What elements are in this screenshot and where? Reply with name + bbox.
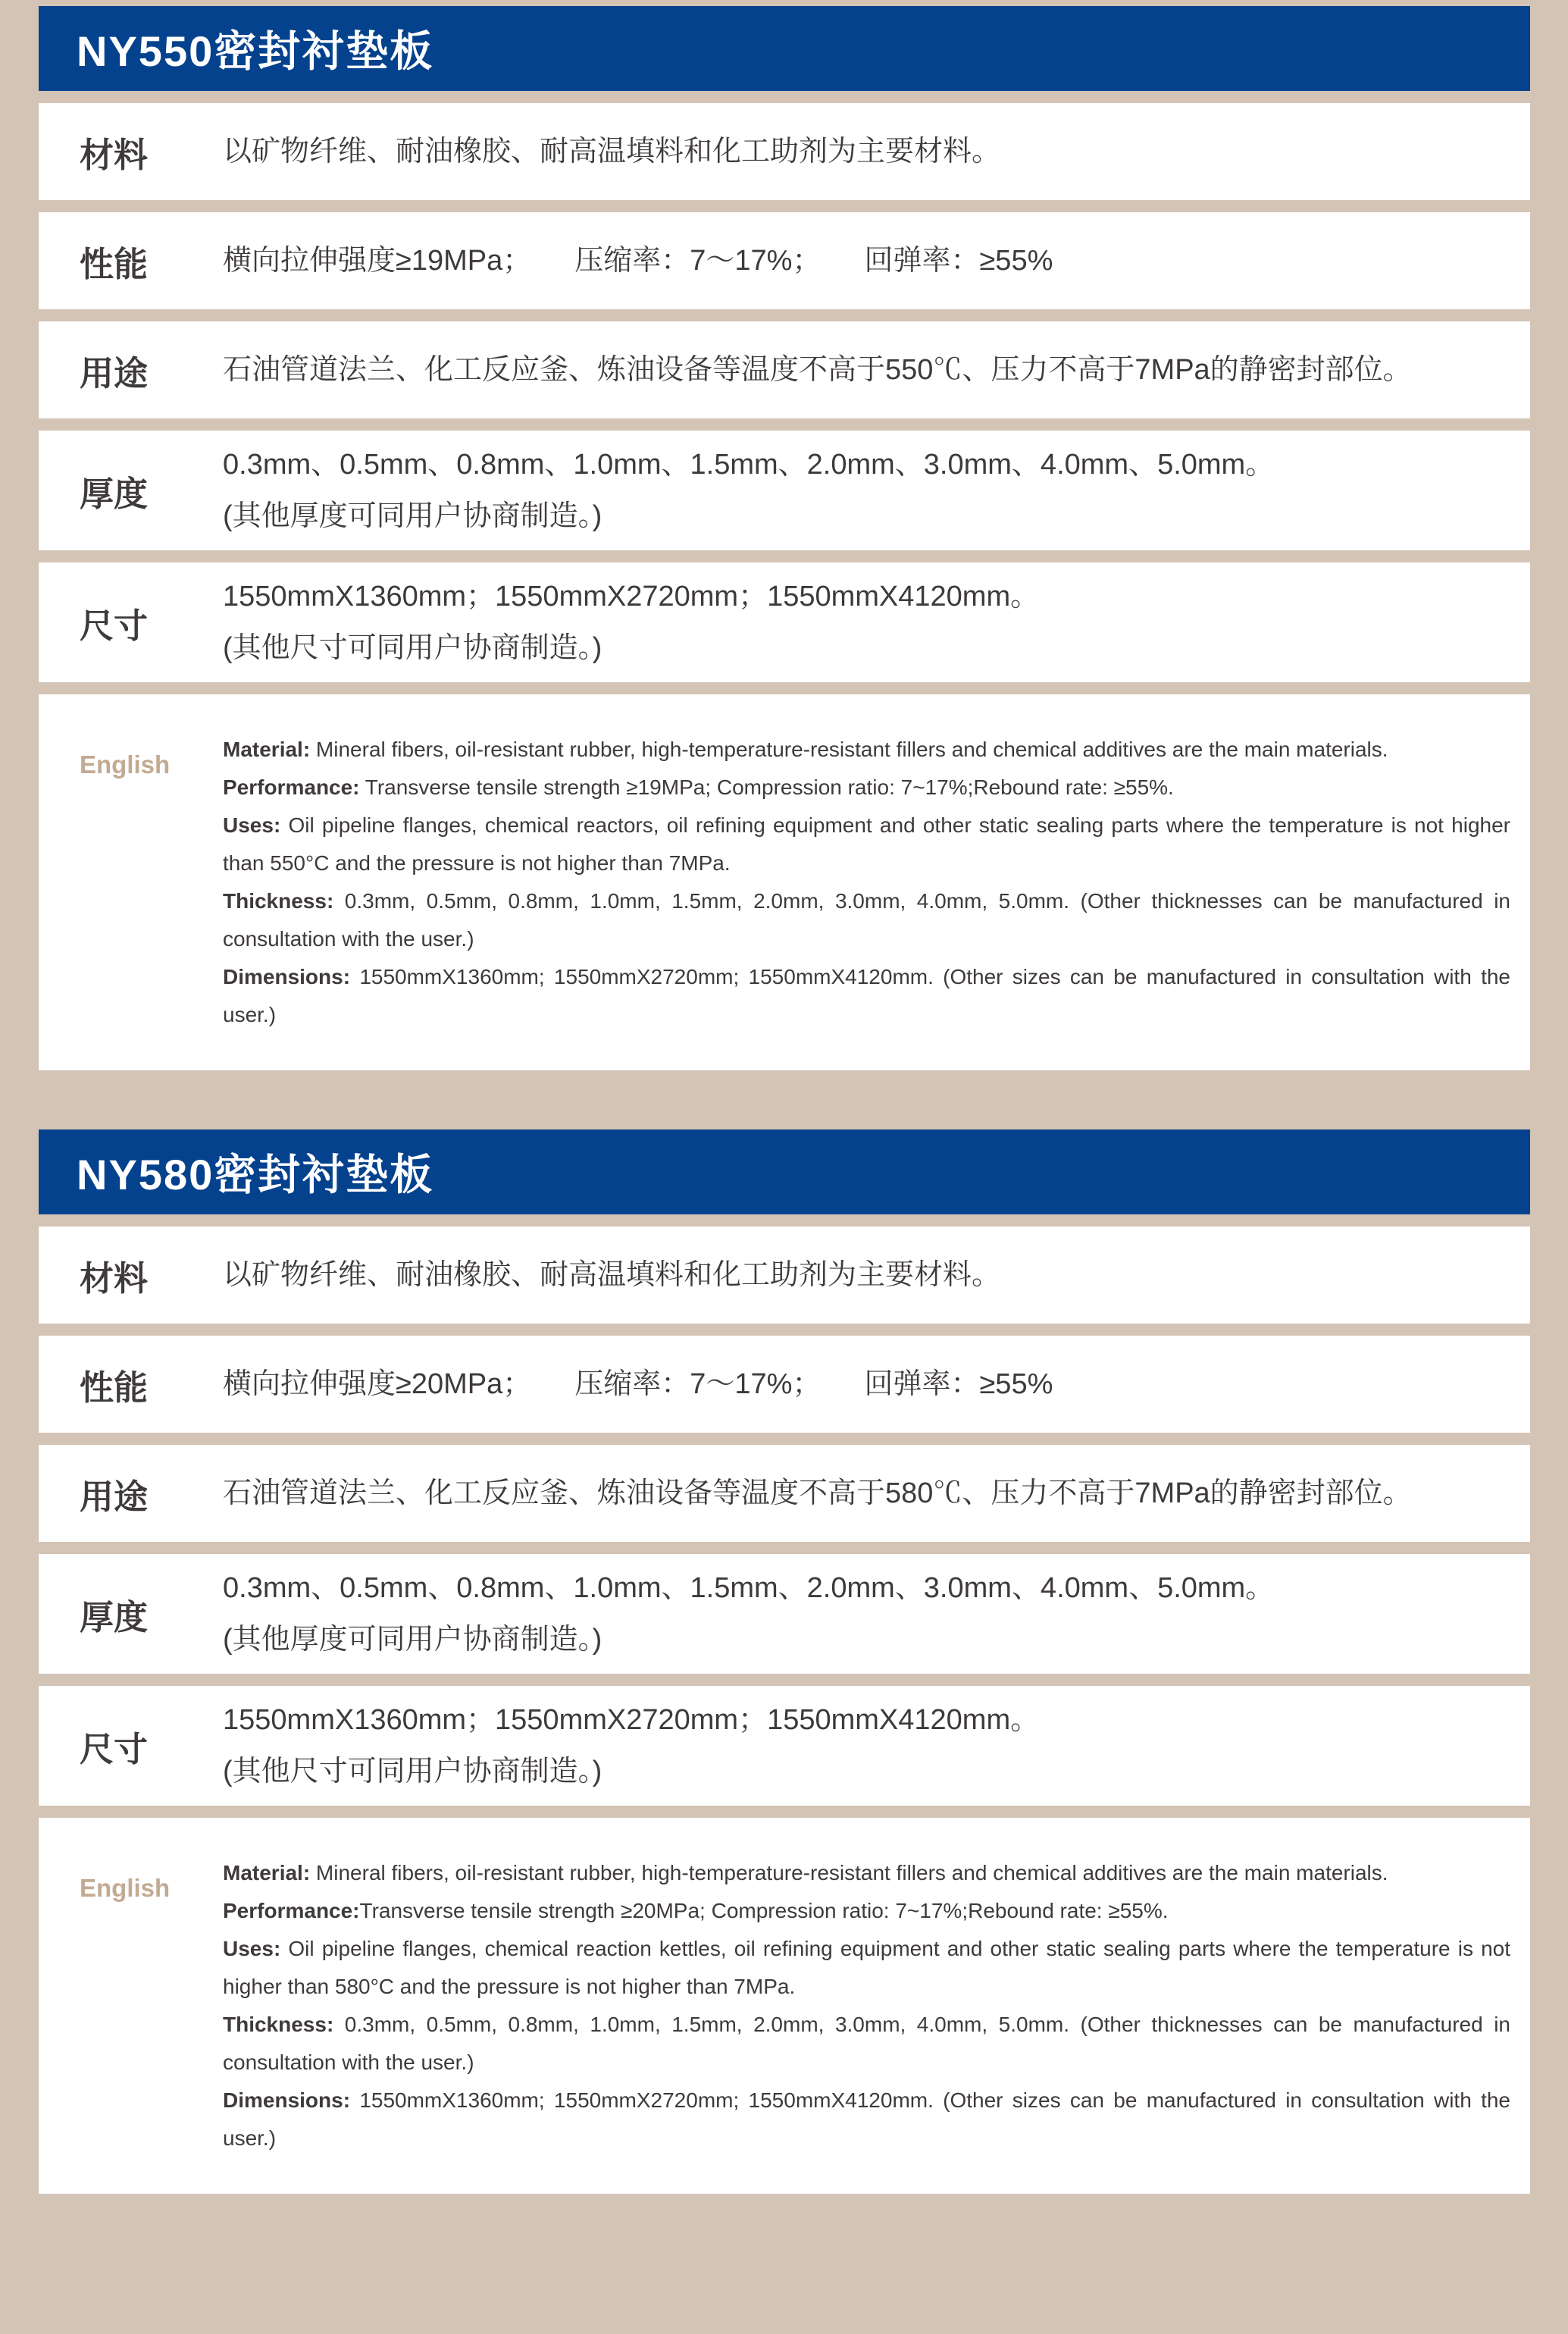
paragraph-lead: Uses: (223, 813, 281, 837)
paragraph-text: Transverse tensile strength ≥20MPa; Compression ratio: 7~17%;Rebound rate: ≥55%. (359, 1899, 1169, 1922)
english-label: English (80, 750, 171, 779)
english-content (223, 1854, 1510, 2157)
row-content (223, 1694, 1510, 1797)
row-label: 厚度 (80, 474, 149, 513)
english-paragraph-performance (223, 1892, 1510, 1930)
paragraph-lead: Performance: (223, 1899, 360, 1922)
row-label: 性能 (80, 1368, 149, 1407)
english-paragraph-uses (223, 807, 1510, 882)
row-label: 材料 (80, 1258, 149, 1298)
row-content (223, 1249, 1510, 1301)
section-ny550 (39, 6, 1530, 1070)
english-content (223, 731, 1510, 1034)
paragraph-text: 0.3mm, 0.5mm, 0.8mm, 1.0mm, 1.5mm, 2.0mm, 3.0mm, 4.0mm, 5.0mm. (Other thicknesses can be manufactured in consultation with the user.) (223, 889, 1510, 951)
english-paragraph-dimensions (223, 958, 1510, 1034)
row-content-line: 0.3mm、0.5mm、0.8mm、1.0mm、1.5mm、2.0mm、3.0mm、4.0mm、5.0mm。 (223, 449, 1275, 481)
english-paragraph-material (223, 1854, 1510, 1892)
section-title: NY550密封衬垫板 (77, 27, 434, 75)
row-content (223, 344, 1510, 396)
paragraph-lead: Thickness: (223, 889, 334, 913)
paragraph-lead: Performance: (223, 775, 360, 799)
paragraph-lead: Thickness: (223, 2013, 334, 2036)
row-content-line: 以矿物纤维、耐油橡胶、耐高温填料和化工助剂为主要材料。 (223, 136, 1001, 168)
section-header-bar (39, 6, 1530, 91)
paragraph-text: Mineral fibers, oil-resistant rubber, high-temperature-resistant fillers and chemical additives are the main materials. (310, 1861, 1388, 1884)
row-content-line: 石油管道法兰、化工反应釜、炼油设备等温度不高于580℃、压力不高于7MPa的静密封部位。 (223, 1477, 1412, 1509)
paragraph-lead: Material: (223, 1861, 311, 1884)
row-content (223, 439, 1510, 542)
paragraph-lead: Dimensions: (223, 965, 351, 988)
english-block (39, 1818, 1530, 2194)
paragraph-text: 1550mmX1360mm; 1550mmX2720mm; 1550mmX4120mm. (Other sizes can be manufactured in consultation with the user.) (223, 965, 1510, 1026)
english-paragraph-thickness (223, 2006, 1510, 2082)
row-content (223, 571, 1510, 674)
spec-row-dimensions (39, 1686, 1530, 1806)
row-label: 用途 (80, 1477, 149, 1516)
row-content-line: 横向拉伸强度≥20MPa； 压缩率：7～17%； 回弹率：≥55% (223, 1368, 1053, 1400)
row-content-line: (其他厚度可同用户协商制造。) (223, 1624, 602, 1656)
row-content-line: 以矿物纤维、耐油橡胶、耐高温填料和化工助剂为主要材料。 (223, 1259, 1001, 1291)
row-label: 性能 (80, 244, 149, 284)
spec-row-thickness (39, 1554, 1530, 1674)
row-label: 厚度 (80, 1597, 149, 1637)
paragraph-lead: Dimensions: (223, 2088, 351, 2112)
section-title: NY580密封衬垫板 (77, 1151, 434, 1198)
row-content (223, 126, 1510, 177)
row-content-line: (其他尺寸可同用户协商制造。) (223, 1756, 602, 1787)
paragraph-lead: Uses: (223, 1937, 281, 1960)
paragraph-text: Transverse tensile strength ≥19MPa; Compression ratio: 7~17%;Rebound rate: ≥55%. (359, 775, 1174, 799)
english-block (39, 694, 1530, 1070)
row-content (223, 1358, 1510, 1410)
row-content (223, 1562, 1510, 1665)
spec-row-uses (39, 321, 1530, 418)
row-content-line: (其他尺寸可同用户协商制造。) (223, 632, 602, 664)
row-label: 用途 (80, 353, 149, 393)
row-content-line: 1550mmX1360mm；1550mmX2720mm；1550mmX4120mm。 (223, 581, 1040, 612)
row-content-line: (其他厚度可同用户协商制造。) (223, 500, 602, 532)
row-content (223, 235, 1510, 287)
row-label: 材料 (80, 135, 149, 174)
english-paragraph-thickness (223, 882, 1510, 958)
english-label: English (80, 1874, 171, 1902)
paragraph-text: Mineral fibers, oil-resistant rubber, high-temperature-resistant fillers and chemical additives are the main materials. (310, 738, 1388, 761)
row-label: 尺寸 (80, 1729, 149, 1769)
row-label: 尺寸 (80, 606, 149, 645)
row-content (223, 1468, 1510, 1519)
spec-row-performance (39, 1336, 1530, 1433)
spec-row-material (39, 103, 1530, 200)
paragraph-text: Oil pipeline flanges, chemical reactors, oil refining equipment and other static sealing parts where the temperature is not higher than 550°C and the pressure is not higher than 7MPa. (223, 813, 1510, 875)
spec-row-material (39, 1227, 1530, 1324)
section-header-bar (39, 1129, 1530, 1214)
paragraph-text: Oil pipeline flanges, chemical reaction kettles, oil refining equipment and other static sealing parts where the temperature is not higher than 580°C and the pressure is not higher than 7MPa. (223, 1937, 1510, 1998)
english-paragraph-material (223, 731, 1510, 769)
row-content-line: 0.3mm、0.5mm、0.8mm、1.0mm、1.5mm、2.0mm、3.0mm、4.0mm、5.0mm。 (223, 1572, 1275, 1604)
spec-row-performance (39, 212, 1530, 309)
row-content-line: 1550mmX1360mm；1550mmX2720mm；1550mmX4120mm。 (223, 1704, 1040, 1736)
section-ny580 (39, 1129, 1530, 2194)
paragraph-lead: Material: (223, 738, 311, 761)
english-paragraph-performance (223, 769, 1510, 807)
row-content-line: 横向拉伸强度≥19MPa； 压缩率：7～17%； 回弹率：≥55% (223, 245, 1053, 277)
english-paragraph-uses (223, 1930, 1510, 2006)
spec-row-dimensions (39, 562, 1530, 682)
paragraph-text: 0.3mm, 0.5mm, 0.8mm, 1.0mm, 1.5mm, 2.0mm, 3.0mm, 4.0mm, 5.0mm. (Other thicknesses can be manufactured in consultation with the user.) (223, 2013, 1510, 2074)
spec-row-uses (39, 1445, 1530, 1542)
row-content-line: 石油管道法兰、化工反应釜、炼油设备等温度不高于550℃、压力不高于7MPa的静密封部位。 (223, 354, 1412, 386)
spec-row-thickness (39, 431, 1530, 550)
paragraph-text: 1550mmX1360mm; 1550mmX2720mm; 1550mmX4120mm. (Other sizes can be manufactured in consultation with the user.) (223, 2088, 1510, 2150)
english-paragraph-dimensions (223, 2082, 1510, 2157)
